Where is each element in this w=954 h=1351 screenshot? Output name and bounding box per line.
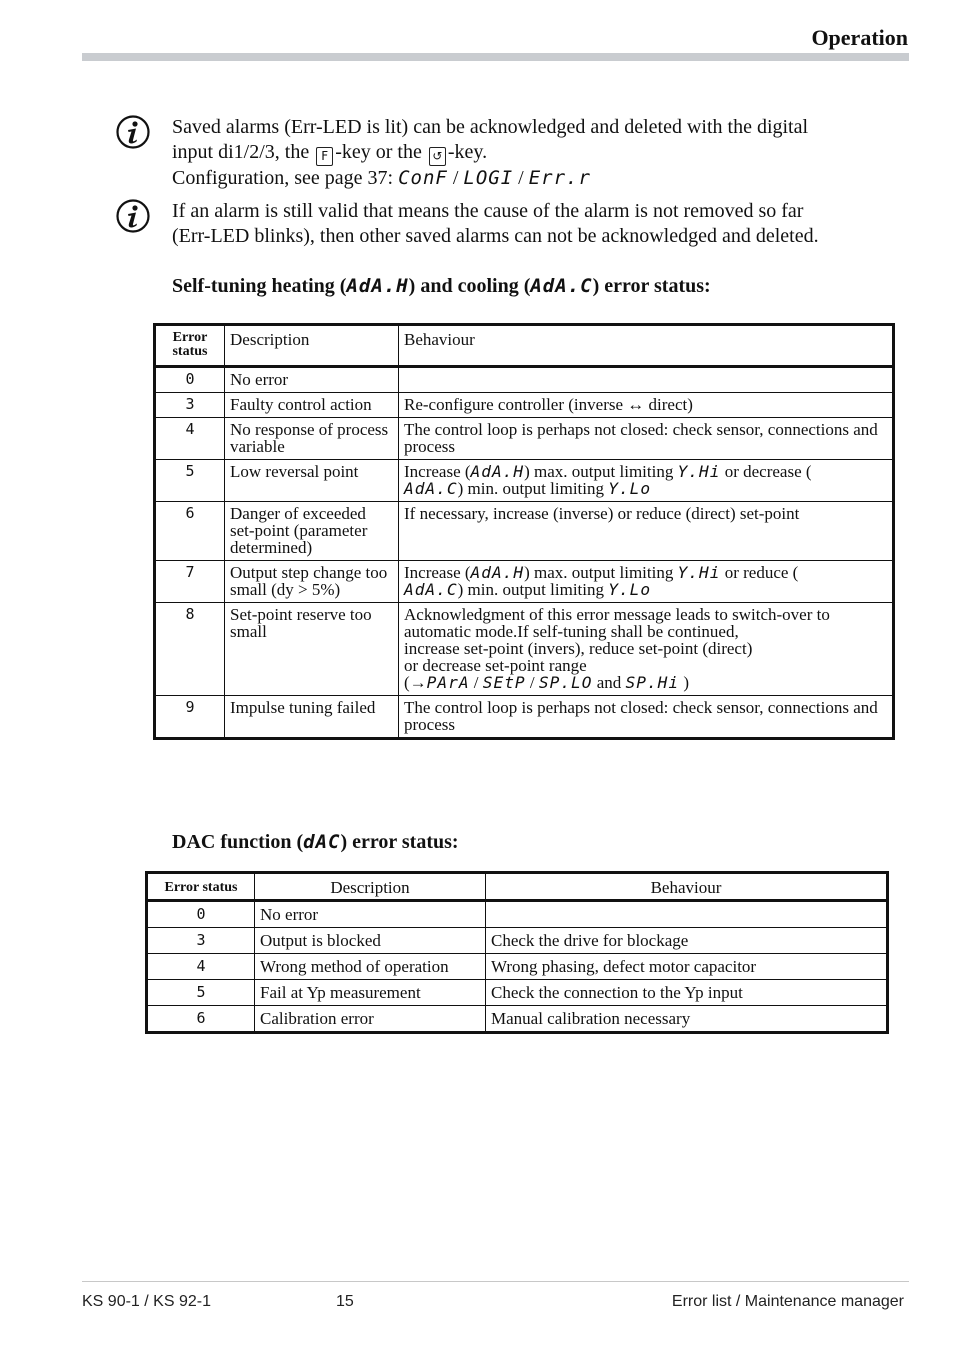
info-icon [116, 115, 150, 149]
heading-text: ) error status: [340, 831, 459, 853]
error-behaviour [399, 367, 894, 393]
behaviour-code: Y.Hi [677, 462, 721, 481]
error-description: Output is blocked [255, 928, 486, 954]
error-description: Impulse tuning failed [225, 696, 399, 739]
behaviour-text: or reduce ( [720, 563, 799, 582]
behaviour-text: or decrease ( [720, 462, 812, 481]
error-description: Danger of exceeded set-point (parameter determined) [225, 502, 399, 561]
note-1-line-3: Configuration, see page 37: ConF / LOGI / Err.r [172, 167, 591, 189]
behaviour-code: SEtP [482, 673, 526, 692]
header-behaviour: Behaviour [399, 325, 894, 367]
error-behaviour: The control loop is perhaps not closed: check sensor, connections and process [399, 696, 894, 739]
header-error-status: Error status [147, 873, 255, 901]
table-row [147, 928, 888, 954]
header-description: Description [225, 325, 399, 367]
header-divider [82, 53, 909, 61]
error-description: Wrong method of operation [255, 954, 486, 980]
heading-text: ) and cooling ( [408, 275, 531, 297]
page-number: 15 [336, 1293, 354, 1310]
note-text: input di1/2/3, the [172, 141, 310, 163]
behaviour-code: Y.Lo [608, 479, 652, 498]
footer-model: KS 90-1 / KS 92-1 [82, 1293, 211, 1310]
dac-function-heading [172, 831, 459, 854]
table-row [155, 696, 894, 739]
error-description: Set-point reserve too small [225, 603, 399, 696]
error-code: 4 [155, 418, 225, 460]
error-code: 8 [155, 603, 225, 696]
behaviour-code: SP.LO [538, 673, 593, 692]
error-code: 3 [155, 393, 225, 418]
behaviour-text: (→ [404, 673, 427, 692]
error-description: Faulty control action [225, 393, 399, 418]
error-behaviour [399, 460, 894, 502]
error-behaviour [399, 561, 894, 603]
note-1-line-1: Saved alarms (Err-LED is lit) can be acknowledged and deleted with the digital [172, 116, 809, 138]
page-section-title: Operation [811, 25, 908, 50]
heading-text: Self-tuning heating ( [172, 275, 347, 297]
behaviour-code: AdA.C [404, 479, 458, 498]
behaviour-code: AdA.H [470, 563, 525, 582]
error-behaviour [399, 603, 894, 696]
self-tuning-heading [172, 275, 711, 298]
behaviour-text: and [592, 673, 626, 692]
error-code: 5 [155, 460, 225, 502]
footer-chapter: Error list / Maintenance manager [671, 1293, 904, 1310]
heading-text: ) error status: [592, 275, 711, 297]
table-row [155, 418, 894, 460]
behaviour-code: AdA.C [404, 580, 458, 599]
f-key-icon: F [316, 147, 333, 166]
behaviour-text: ) max. output limiting [524, 462, 678, 481]
error-code: 3 [147, 928, 255, 954]
heading-code: dAC [303, 831, 341, 853]
heading-code: AdA.H [346, 275, 409, 297]
self-tuning-error-table [153, 323, 895, 740]
header-description: Description [255, 873, 486, 901]
behaviour-text: ) min. output limiting [457, 479, 609, 498]
table-row [155, 460, 894, 502]
error-code: 0 [155, 367, 225, 393]
behaviour-text: / [469, 673, 483, 692]
heading-text: DAC function ( [172, 831, 304, 853]
table-row [147, 901, 888, 928]
table-header-row [147, 873, 888, 901]
table-row [147, 1006, 888, 1033]
error-behaviour: Re-configure controller (inverse ↔ direct) [399, 393, 894, 418]
error-behaviour: Check the drive for blockage [486, 928, 888, 954]
header-text: Error [172, 330, 208, 345]
table-header-row [155, 325, 894, 367]
error-description: Output step change too small (dy > 5%) [225, 561, 399, 603]
error-code: 4 [147, 954, 255, 980]
behaviour-config-path [404, 674, 887, 691]
table-row [155, 393, 894, 418]
auto-manual-key-icon: ↺ [429, 147, 446, 166]
table-row [147, 980, 888, 1006]
config-path-conf: ConF [398, 167, 448, 189]
error-behaviour: The control loop is perhaps not closed: check sensor, connections and process [399, 418, 894, 460]
behaviour-code: SP.Hi [625, 673, 680, 692]
heading-code: AdA.C [530, 275, 593, 297]
note-text: -key or the [335, 141, 422, 163]
error-behaviour [486, 901, 888, 928]
info-icon [116, 199, 150, 233]
note-text: -key. [447, 141, 488, 163]
error-code: 6 [147, 1006, 255, 1033]
behaviour-text: Acknowledgment of this error message leads to switch-over to automatic mode.If self-tuning shall be continued, [404, 605, 830, 641]
note-1-line-2 [172, 140, 912, 166]
behaviour-code: AdA.H [470, 462, 525, 481]
header-error-status [155, 325, 225, 367]
error-description: Fail at Yp measurement [255, 980, 486, 1006]
header-text: status [172, 344, 208, 359]
footer-divider [82, 1281, 909, 1282]
error-code: 6 [155, 502, 225, 561]
note-2-line-1: If an alarm is still valid that means the cause of the alarm is not removed so far [172, 200, 804, 222]
error-description: No error [225, 367, 399, 393]
behaviour-text: Increase ( [404, 563, 471, 582]
error-description: No response of process variable [225, 418, 399, 460]
config-path-err: Err.r [528, 167, 591, 189]
error-behaviour: If necessary, increase (inverse) or reduce (direct) set-point [399, 502, 894, 561]
behaviour-text: / [525, 673, 539, 692]
table-row [155, 561, 894, 603]
behaviour-text: ) max. output limiting [524, 563, 678, 582]
error-description: Calibration error [255, 1006, 486, 1033]
error-description: No error [255, 901, 486, 928]
note-text: Configuration, see page 37: [172, 167, 394, 189]
error-code: 7 [155, 561, 225, 603]
behaviour-text: increase set-point (invers), reduce set-point (direct) [404, 639, 753, 658]
error-behaviour: Manual calibration necessary [486, 1006, 888, 1033]
table-row [155, 502, 894, 561]
config-path-logi: LOGI [463, 167, 514, 189]
table-row [155, 367, 894, 393]
behaviour-text: ) [679, 673, 690, 692]
behaviour-text: ) min. output limiting [457, 580, 609, 599]
behaviour-code: PArA [426, 673, 470, 692]
behaviour-code: Y.Lo [608, 580, 652, 599]
table-row [147, 954, 888, 980]
error-behaviour: Wrong phasing, defect motor capacitor [486, 954, 888, 980]
behaviour-text: or decrease set-point range [404, 656, 587, 675]
error-behaviour: Check the connection to the Yp input [486, 980, 888, 1006]
note-2-line-2: (Err-LED blinks), then other saved alarms can not be acknowledged and deleted. [172, 225, 819, 247]
table-row [155, 603, 894, 696]
behaviour-text: Increase ( [404, 462, 471, 481]
error-code: 9 [155, 696, 225, 739]
error-code: 5 [147, 980, 255, 1006]
error-code: 0 [147, 901, 255, 928]
header-behaviour: Behaviour [486, 873, 888, 901]
dac-error-table [145, 871, 889, 1034]
error-description: Low reversal point [225, 460, 399, 502]
behaviour-code: Y.Hi [677, 563, 721, 582]
